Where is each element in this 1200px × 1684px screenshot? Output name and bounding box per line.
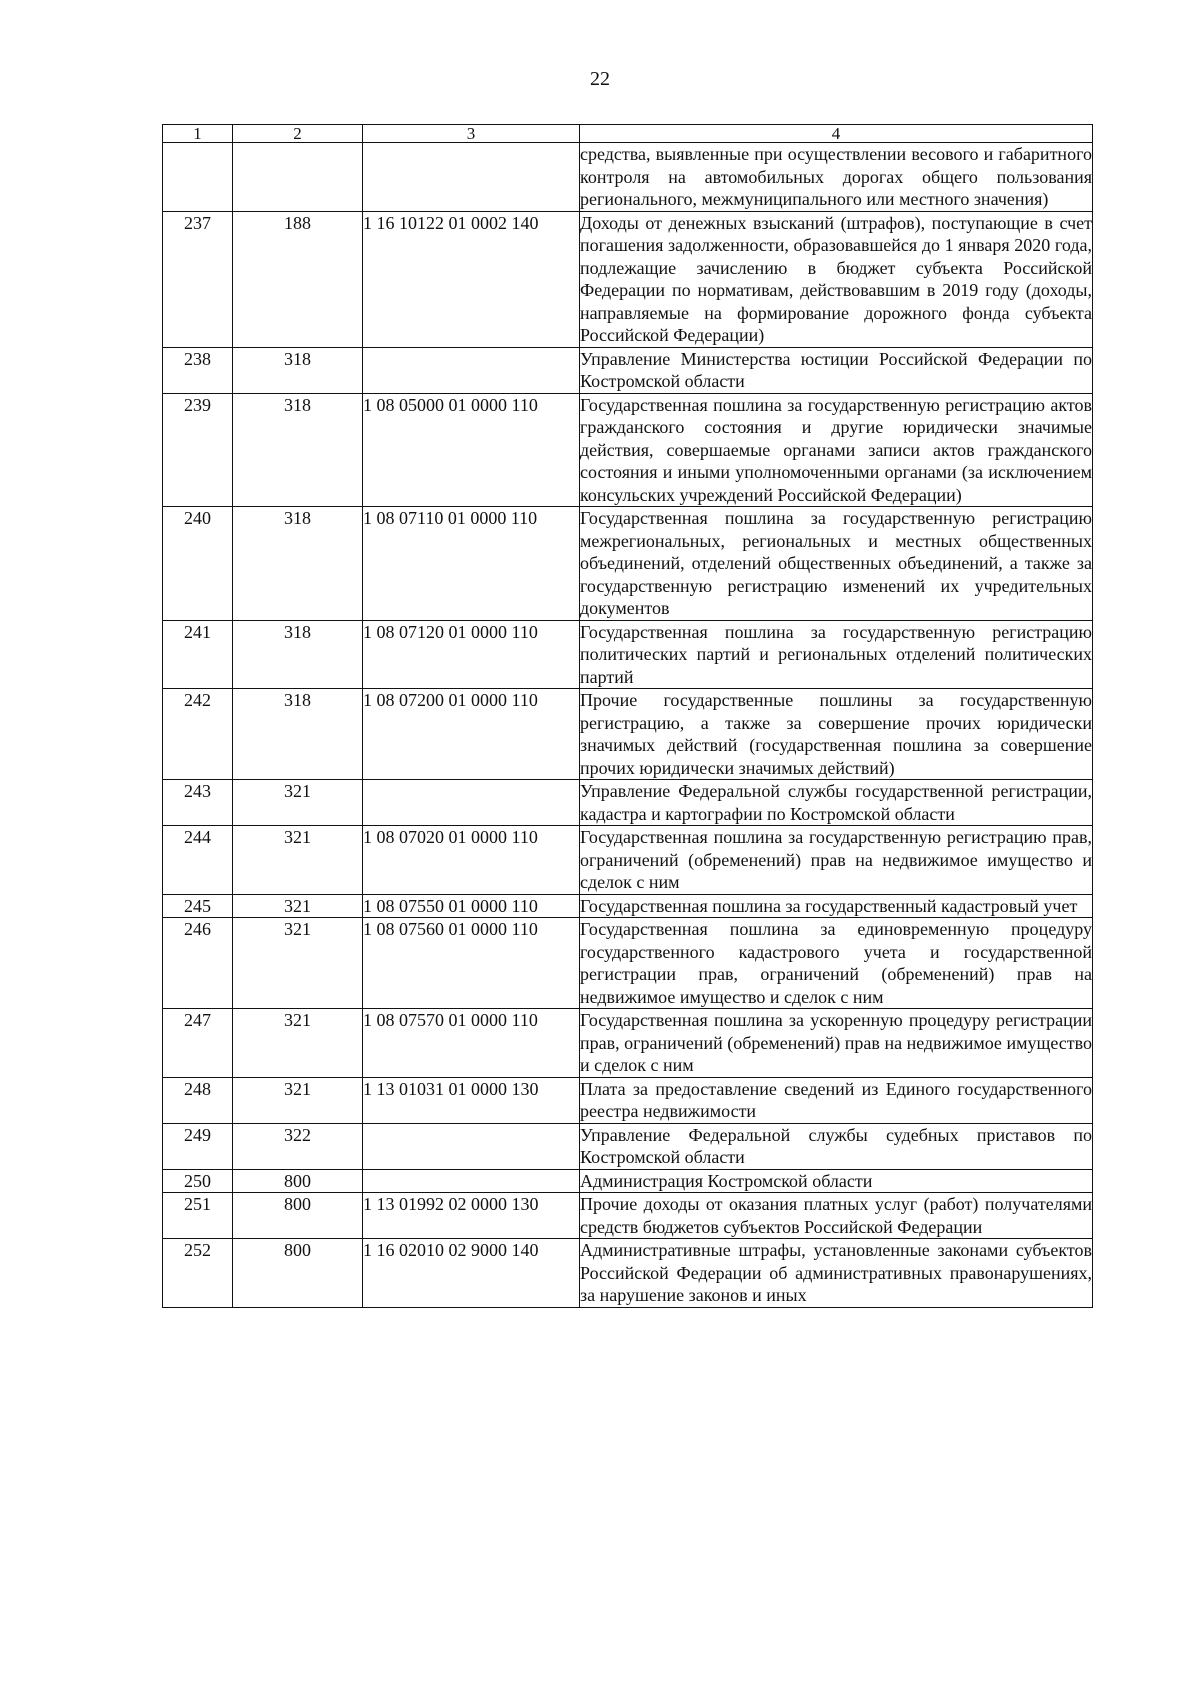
row-number-cell: 238 xyxy=(163,347,233,393)
column-header: 4 xyxy=(580,125,1093,143)
table-row xyxy=(163,894,1093,918)
administrator-code-cell xyxy=(233,143,363,212)
table-row xyxy=(163,918,1093,1009)
description-cell: Прочие доходы от оказания платных услуг (работ) получателями средств бюджетов субъектов Российской Федерации xyxy=(580,1194,1092,1237)
administrator-code-cell: 800 xyxy=(233,1169,363,1193)
budget-classification-code-cell: 1 08 07120 01 0000 110 xyxy=(363,620,580,689)
administrator-code-cell: 321 xyxy=(233,894,363,918)
description-cell: Государственная пошлина за государственную регистрацию политических партий и региональных отделений политических партий xyxy=(580,621,1092,687)
administrator-code-cell: 321 xyxy=(233,1009,363,1078)
page-number: 22 xyxy=(590,68,610,90)
row-number-cell: 250 xyxy=(163,1169,233,1193)
table-row xyxy=(163,689,1093,780)
description-cell: Управление Министерства юстиции Российской Федерации по Костромской области xyxy=(580,348,1092,391)
administrator-code-cell: 322 xyxy=(233,1123,363,1169)
administrator-code-cell: 800 xyxy=(233,1239,363,1308)
budget-classification-code-cell: 1 08 05000 01 0000 110 xyxy=(363,393,580,507)
table-body xyxy=(163,125,1093,1308)
description-cell: Государственная пошлина за государственный кадастровый учет xyxy=(580,894,1093,918)
description-cell: средства, выявленные при осуществлении весового и габаритного контроля на автомобильных дорогах общего пользования регионального, межмуниципального или местного значения) xyxy=(580,144,1092,209)
row-number-cell: 241 xyxy=(163,620,233,689)
description-cell: Государственная пошлина за государственную регистрацию актов гражданского состояния и другие юридически значимые действия, совершаемые органами записи актов гражданского состояния и иными уполномоченными органами (за исключением консульских учреждений Российской Федерации) xyxy=(580,394,1092,505)
description-cell: Государственная пошлина за ускоренную процедуру регистрации прав, ограничений (обременений) прав на недвижимое имущество и сделок с ним xyxy=(580,1010,1092,1075)
budget-classification-code-cell xyxy=(363,347,580,393)
administrator-code-cell: 800 xyxy=(233,1193,363,1239)
row-number-cell: 248 xyxy=(163,1077,233,1123)
description-cell: Государственная пошлина за государственную регистрацию прав, ограничений (обременений) прав на недвижимое имущество и сделок с ним xyxy=(580,827,1092,892)
budget-classification-code-cell: 1 08 07560 01 0000 110 xyxy=(363,918,580,1009)
description-cell: Прочие государственные пошлины за государственную регистрацию, а также за совершение прочих юридически значимых действий (государственная пошлина за совершение прочих юридически значимых действий) xyxy=(580,690,1092,778)
administrator-code-cell: 318 xyxy=(233,507,363,621)
administrator-code-cell: 321 xyxy=(233,780,363,826)
administrator-code-cell: 318 xyxy=(233,347,363,393)
administrator-code-cell: 318 xyxy=(233,689,363,780)
row-number-cell: 252 xyxy=(163,1239,233,1308)
table-row xyxy=(163,780,1093,826)
table-row xyxy=(163,393,1093,507)
header-row xyxy=(163,125,1093,143)
column-header: 1 xyxy=(163,125,233,143)
table-row xyxy=(163,143,1093,212)
column-header: 3 xyxy=(363,125,580,143)
description-cell: Доходы от денежных взысканий (штрафов), поступающие в счет погашения задолженности, образовавшейся до 1 января 2020 года, подлежащие зачислению в бюджет субъекта Российской Федерации по нормативам, действовавшим в 2019 году (доходы, направляемые на формирование дорожного фонда субъекта Российской Федерации) xyxy=(580,212,1092,345)
budget-classification-code-cell xyxy=(363,780,580,826)
description-cell: Управление Федеральной службы судебных приставов по Костромской области xyxy=(580,1124,1092,1167)
administrator-code-cell: 321 xyxy=(233,826,363,895)
budget-classification-code-cell: 1 13 01031 01 0000 130 xyxy=(363,1077,580,1123)
row-number-cell: 249 xyxy=(163,1123,233,1169)
table-row xyxy=(163,1169,1093,1193)
table-row xyxy=(163,1077,1093,1123)
administrator-code-cell: 318 xyxy=(233,620,363,689)
budget-classification-code-cell xyxy=(363,1123,580,1169)
row-number-cell: 245 xyxy=(163,894,233,918)
description-cell: Административные штрафы, установленные законами субъектов Российской Федерации об административных правонарушениях, за нарушение законов и иных xyxy=(580,1240,1092,1305)
administrator-code-cell: 321 xyxy=(233,1077,363,1123)
budget-classification-code-cell: 1 08 07110 01 0000 110 xyxy=(363,507,580,621)
table-row xyxy=(163,1193,1093,1239)
description-cell: Администрация Костромской области xyxy=(580,1169,1093,1193)
row-number-cell: 242 xyxy=(163,689,233,780)
budget-classification-code-cell: 1 08 07200 01 0000 110 xyxy=(363,689,580,780)
row-number-cell: 239 xyxy=(163,393,233,507)
table-row xyxy=(163,507,1093,621)
budget-classification-code-cell xyxy=(363,143,580,212)
budget-classification-code-cell: 1 08 07020 01 0000 110 xyxy=(363,826,580,895)
budget-classification-code-cell: 1 16 02010 02 9000 140 xyxy=(363,1239,580,1308)
row-number-cell: 251 xyxy=(163,1193,233,1239)
description-cell: Государственная пошлина за государственную регистрацию межрегиональных, региональных и местных общественных объединений, отделений общественных объединений, а также за государственную регистрацию изменений их учредительных документов xyxy=(580,508,1092,618)
column-header: 2 xyxy=(233,125,363,143)
administrator-code-cell: 188 xyxy=(233,211,363,347)
row-number-cell: 240 xyxy=(163,507,233,621)
budget-classification-code-cell xyxy=(363,1169,580,1193)
row-number-cell: 243 xyxy=(163,780,233,826)
row-number-cell: 246 xyxy=(163,918,233,1009)
row-number-cell: 237 xyxy=(163,211,233,347)
budget-classification-code-cell: 1 08 07550 01 0000 110 xyxy=(363,894,580,918)
budget-classification-code-cell: 1 13 01992 02 0000 130 xyxy=(363,1193,580,1239)
table-row xyxy=(163,620,1093,689)
administrator-code-cell: 321 xyxy=(233,918,363,1009)
budget-classification-code-cell: 1 08 07570 01 0000 110 xyxy=(363,1009,580,1078)
revenue-codes-table xyxy=(162,124,1093,1308)
table-row xyxy=(163,1009,1093,1078)
table-row xyxy=(163,347,1093,393)
table-row xyxy=(163,1123,1093,1169)
table-row xyxy=(163,826,1093,895)
description-cell: Управление Федеральной службы государственной регистрации, кадастра и картографии по Костромской области xyxy=(580,781,1092,824)
row-number-cell: 244 xyxy=(163,826,233,895)
administrator-code-cell: 318 xyxy=(233,393,363,507)
description-cell: Плата за предоставление сведений из Единого государственного реестра недвижимости xyxy=(580,1078,1092,1121)
table-row xyxy=(163,211,1093,347)
budget-classification-code-cell: 1 16 10122 01 0002 140 xyxy=(363,211,580,347)
row-number-cell xyxy=(163,143,233,212)
row-number-cell: 247 xyxy=(163,1009,233,1078)
table-row xyxy=(163,1239,1093,1308)
description-cell: Государственная пошлина за единовременную процедуру государственного кадастрового учета и государственной регистрации прав, ограничений (обременений) прав на недвижимое имущество и сделок с ним xyxy=(580,919,1092,1007)
